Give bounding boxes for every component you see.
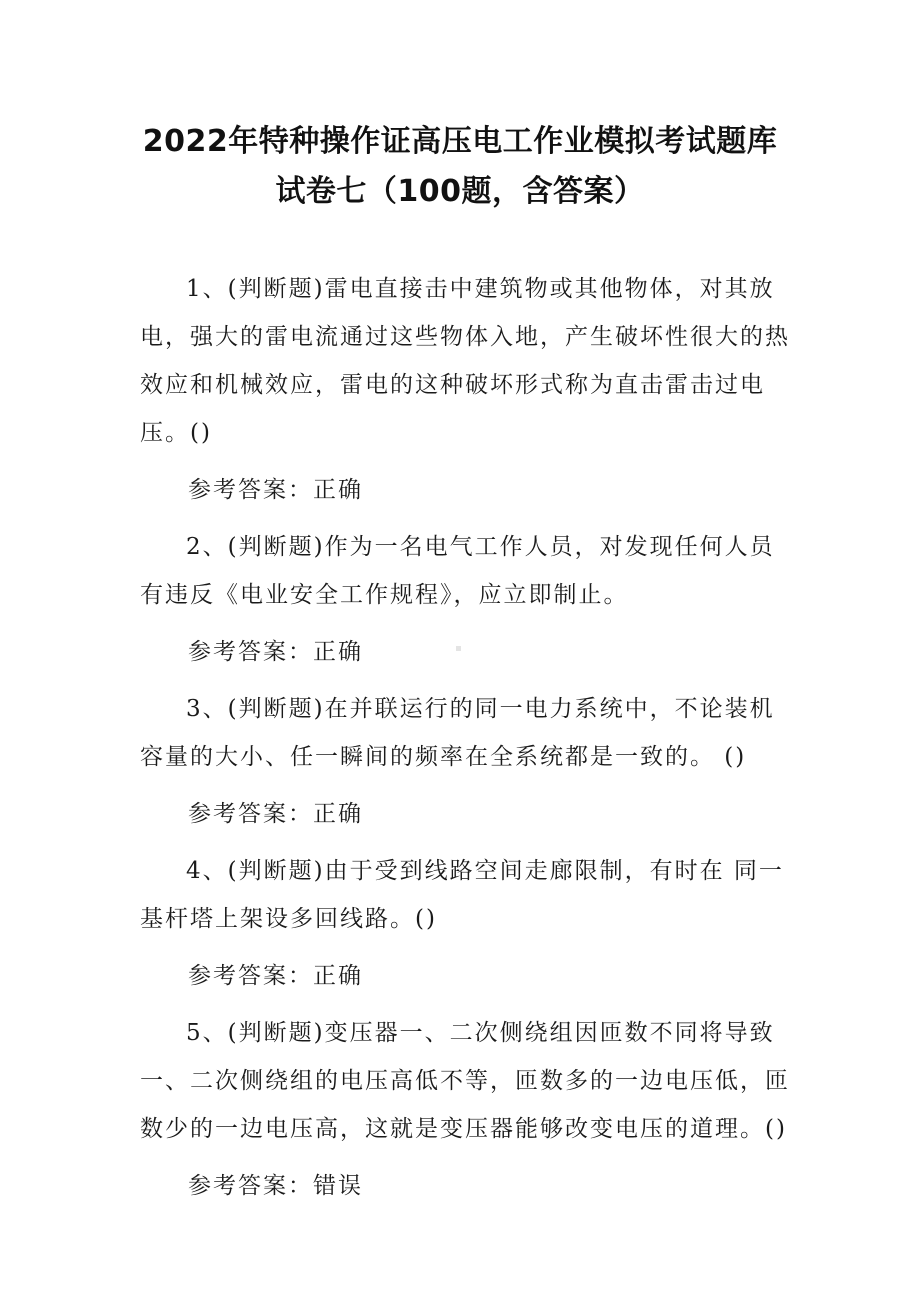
answer-3: 参考答案：正确 bbox=[188, 801, 363, 827]
answer-1: 参考答案：正确 bbox=[188, 477, 363, 503]
question-2: 2、(判断题)作为一名电气工作人员，对发现任何人员有违反《电业安全工作规程》，应立即制止。 bbox=[140, 534, 775, 608]
question-1: 1、(判断题)雷电直接击中建筑物或其他物体，对其放电，强大的雷电流通过这些物体入地，产生破坏性很大的热效应和机械效应，雷电的这种破坏形式称为直击雷击过电压。() bbox=[140, 276, 790, 446]
document-title-line-2: 试卷七（100题，含答案） bbox=[275, 174, 645, 209]
scan-artifact-dot bbox=[456, 646, 461, 651]
answer-2: 参考答案：正确 bbox=[188, 639, 363, 665]
document-title-line-1: 2022年特种操作证高压电工作业模拟考试题库 bbox=[142, 124, 778, 159]
question-list bbox=[140, 256, 790, 1210]
question-3: 3、(判断题)在并联运行的同一电力系统中，不论装机容量的大小、任一瞬间的频率在全系统都是一致的。 () bbox=[140, 696, 775, 770]
answer-4: 参考答案：正确 bbox=[188, 963, 363, 989]
answer-5: 参考答案：错误 bbox=[188, 1173, 363, 1199]
question-4: 4、(判断题)由于受到线路空间走廊限制，有时在 同一基杆塔上架设多回线路。() bbox=[140, 858, 784, 932]
question-5: 5、(判断题)变压器一、二次侧绕组因匝数不同将导致一、二次侧绕组的电压高低不等，匝数多的一边电压低，匝数少的一边电压高，这就是变压器能够改变电压的道理。() bbox=[140, 1020, 790, 1142]
